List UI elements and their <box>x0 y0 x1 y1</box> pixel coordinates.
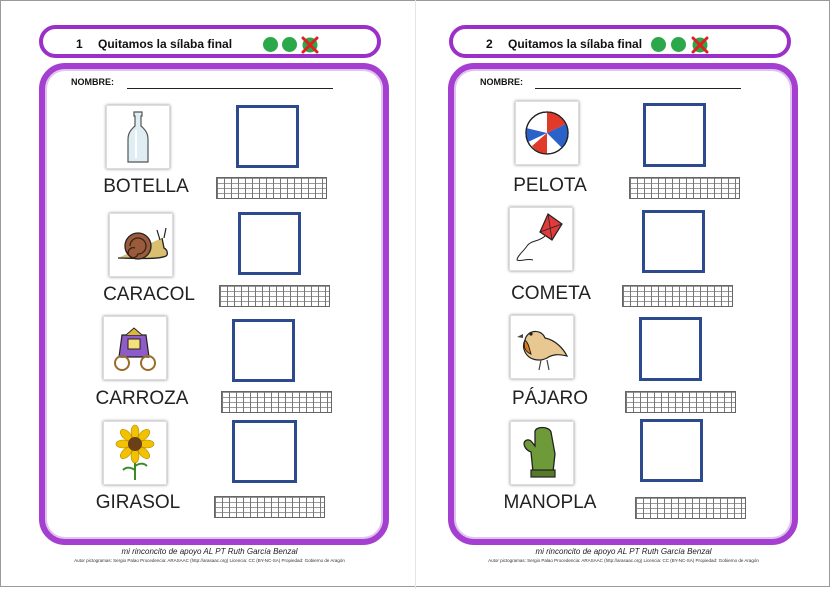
worksheet-2 <box>417 0 830 589</box>
word-label: COMETA <box>511 283 591 304</box>
worksheet-title: Quitamos la sílaba final <box>98 37 233 51</box>
answer-box[interactable] <box>640 419 703 482</box>
mitten-icon <box>510 421 574 485</box>
worksheet-title-bar <box>39 25 381 58</box>
footer-license: Autor pictogramas: Sergio Palao Procedencia: ARASAAC (http://arasaac.org) Licencia: CC (BY-NC-SA) Propiedad: Gobierno de Aragón <box>74 558 345 563</box>
carriage-icon <box>103 316 167 380</box>
word-label: CARROZA <box>95 388 189 409</box>
name-label: NOMBRE: <box>71 77 114 87</box>
word-label: BOTELLA <box>103 176 189 197</box>
snail-icon <box>109 213 173 277</box>
answer-box[interactable] <box>232 319 295 382</box>
word-label: PÁJARO <box>511 388 589 409</box>
worksheet-number: 1 <box>76 37 83 51</box>
footer-license: Autor pictogramas: Sergio Palao Procedencia: ARASAAC (http://arasaac.org) Licencia: CC (BY-NC-SA) Propiedad: Gobierno de Aragón <box>488 558 759 563</box>
green-dot-icon <box>282 37 297 52</box>
word-label: PELOTA <box>513 175 587 196</box>
kite-icon <box>509 207 573 271</box>
footer-credit: mi rinconcito de apoyo AL PT Ruth García Benzal <box>535 547 712 556</box>
word-label: MANOPLA <box>503 492 597 513</box>
writing-grid[interactable] <box>622 285 733 307</box>
writing-grid[interactable] <box>216 177 327 199</box>
name-field[interactable] <box>127 88 333 89</box>
worksheet-title: Quitamos la sílaba final <box>508 37 643 51</box>
writing-grid[interactable] <box>221 391 332 413</box>
writing-grid[interactable] <box>214 496 325 518</box>
answer-box[interactable] <box>232 420 297 483</box>
writing-grid[interactable] <box>219 285 330 307</box>
word-label: CARACOL <box>103 284 195 305</box>
answer-box[interactable] <box>642 210 705 273</box>
answer-box[interactable] <box>238 212 301 275</box>
name-label: NOMBRE: <box>480 77 523 87</box>
ball-icon <box>515 101 579 165</box>
answer-box[interactable] <box>639 317 702 381</box>
green-dot-icon <box>651 37 666 52</box>
green-dot-icon <box>671 37 686 52</box>
word-label: GIRASOL <box>95 492 181 513</box>
answer-box[interactable] <box>236 105 299 168</box>
writing-grid[interactable] <box>635 497 746 519</box>
worksheet-1 <box>3 0 416 589</box>
bottle-icon <box>106 105 170 169</box>
worksheet-title-bar <box>449 25 791 58</box>
bird-icon <box>510 315 574 379</box>
crossed-dot-icon <box>301 35 319 54</box>
writing-grid[interactable] <box>629 177 740 199</box>
green-dot-icon <box>263 37 278 52</box>
name-field[interactable] <box>535 88 741 89</box>
worksheet-number: 2 <box>486 37 493 51</box>
sunflower-icon <box>103 421 167 485</box>
writing-grid[interactable] <box>625 391 736 413</box>
crossed-dot-icon <box>691 35 709 54</box>
answer-box[interactable] <box>643 103 706 167</box>
footer-credit: mi rinconcito de apoyo AL PT Ruth García Benzal <box>121 547 298 556</box>
